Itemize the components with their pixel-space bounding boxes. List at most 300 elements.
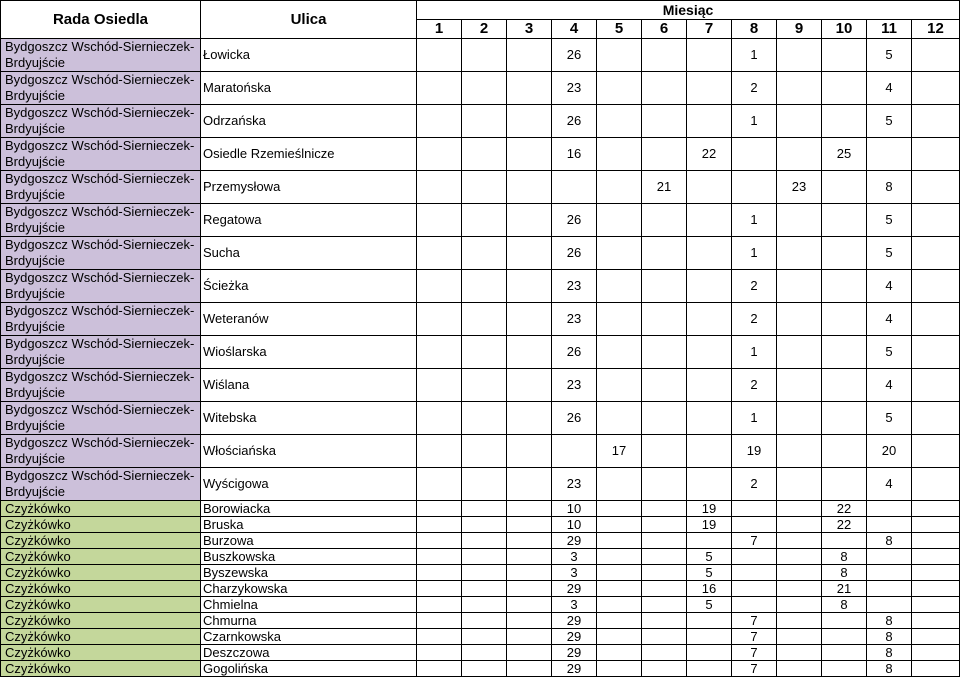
month-cell xyxy=(642,369,687,402)
month-cell: 5 xyxy=(687,549,732,565)
rada-cell: Czyżkówko xyxy=(1,581,201,597)
ulica-cell: Borowiacka xyxy=(201,501,417,517)
month-cell xyxy=(687,533,732,549)
month-cell xyxy=(642,39,687,72)
ulica-cell: Wyścigowa xyxy=(201,468,417,501)
month-header-4: 4 xyxy=(552,20,597,39)
rada-cell: Bydgoszcz Wschód-Siernieczek-Brdyujście xyxy=(1,171,201,204)
month-cell xyxy=(912,369,960,402)
table-row xyxy=(1,105,960,138)
month-cell: 8 xyxy=(867,661,912,677)
month-cell xyxy=(642,138,687,171)
month-cell xyxy=(462,645,507,661)
month-cell xyxy=(777,237,822,270)
month-cell xyxy=(777,39,822,72)
month-cell xyxy=(687,336,732,369)
month-cell xyxy=(552,171,597,204)
month-cell: 26 xyxy=(552,336,597,369)
month-cell xyxy=(912,645,960,661)
month-cell xyxy=(417,645,462,661)
month-cell xyxy=(462,501,507,517)
month-cell: 1 xyxy=(732,105,777,138)
table-row xyxy=(1,565,960,581)
month-cell: 8 xyxy=(822,565,867,581)
month-cell xyxy=(912,72,960,105)
rada-cell: Czyżkówko xyxy=(1,645,201,661)
month-cell xyxy=(822,661,867,677)
month-cell xyxy=(597,237,642,270)
month-cell xyxy=(642,501,687,517)
month-cell xyxy=(912,138,960,171)
rada-cell: Bydgoszcz Wschód-Siernieczek-Brdyujście xyxy=(1,336,201,369)
month-cell: 3 xyxy=(552,597,597,613)
month-cell xyxy=(912,581,960,597)
ulica-cell: Burzowa xyxy=(201,533,417,549)
month-cell xyxy=(642,629,687,645)
month-cell xyxy=(597,501,642,517)
table-row xyxy=(1,645,960,661)
month-cell: 7 xyxy=(732,645,777,661)
month-cell: 26 xyxy=(552,39,597,72)
month-cell xyxy=(597,565,642,581)
rada-cell: Bydgoszcz Wschód-Siernieczek-Brdyujście xyxy=(1,39,201,72)
table-row xyxy=(1,517,960,533)
rada-cell: Czyżkówko xyxy=(1,549,201,565)
table-row xyxy=(1,336,960,369)
month-cell xyxy=(777,661,822,677)
month-cell: 1 xyxy=(732,39,777,72)
month-cell: 21 xyxy=(642,171,687,204)
month-cell xyxy=(777,369,822,402)
ulica-cell: Przemysłowa xyxy=(201,171,417,204)
table-row xyxy=(1,303,960,336)
month-cell xyxy=(687,39,732,72)
month-cell xyxy=(462,661,507,677)
month-cell xyxy=(417,597,462,613)
month-cell xyxy=(687,613,732,629)
month-cell xyxy=(777,613,822,629)
month-cell xyxy=(462,138,507,171)
header-ulica: Ulica xyxy=(201,1,417,39)
month-cell xyxy=(642,661,687,677)
month-cell: 26 xyxy=(552,237,597,270)
ulica-cell: Witebska xyxy=(201,402,417,435)
table-row xyxy=(1,501,960,517)
ulica-cell: Chmielna xyxy=(201,597,417,613)
month-cell xyxy=(867,549,912,565)
month-cell: 26 xyxy=(552,105,597,138)
month-cell xyxy=(462,369,507,402)
month-cell xyxy=(912,303,960,336)
month-cell xyxy=(597,613,642,629)
rada-cell: Czyżkówko xyxy=(1,533,201,549)
month-cell xyxy=(417,549,462,565)
month-cell: 19 xyxy=(687,501,732,517)
ulica-cell: Bruska xyxy=(201,517,417,533)
month-cell xyxy=(912,629,960,645)
month-cell: 23 xyxy=(552,270,597,303)
month-cell xyxy=(507,336,552,369)
month-header-12: 12 xyxy=(912,20,960,39)
month-cell xyxy=(462,204,507,237)
rada-cell: Bydgoszcz Wschód-Siernieczek-Brdyujście xyxy=(1,237,201,270)
month-cell xyxy=(732,549,777,565)
month-cell xyxy=(417,171,462,204)
month-cell xyxy=(822,629,867,645)
month-cell: 10 xyxy=(552,501,597,517)
month-cell: 3 xyxy=(552,549,597,565)
month-cell xyxy=(462,613,507,629)
month-cell xyxy=(912,336,960,369)
table-row xyxy=(1,613,960,629)
month-cell xyxy=(597,402,642,435)
month-cell xyxy=(417,204,462,237)
month-cell xyxy=(777,435,822,468)
month-cell xyxy=(597,270,642,303)
month-cell: 1 xyxy=(732,336,777,369)
month-cell xyxy=(507,237,552,270)
month-cell xyxy=(777,501,822,517)
month-cell xyxy=(507,105,552,138)
month-cell xyxy=(417,270,462,303)
month-cell: 26 xyxy=(552,402,597,435)
ulica-cell: Ścieżka xyxy=(201,270,417,303)
month-cell xyxy=(507,645,552,661)
month-cell: 7 xyxy=(732,613,777,629)
month-cell xyxy=(417,72,462,105)
table-row xyxy=(1,533,960,549)
month-cell xyxy=(687,72,732,105)
month-cell xyxy=(642,336,687,369)
month-cell xyxy=(912,468,960,501)
month-cell xyxy=(912,501,960,517)
month-cell xyxy=(777,549,822,565)
month-cell: 8 xyxy=(867,171,912,204)
month-cell: 23 xyxy=(552,72,597,105)
month-cell: 8 xyxy=(822,597,867,613)
month-cell xyxy=(642,533,687,549)
month-cell xyxy=(912,237,960,270)
rada-cell: Bydgoszcz Wschód-Siernieczek-Brdyujście xyxy=(1,468,201,501)
month-cell: 17 xyxy=(597,435,642,468)
month-cell: 19 xyxy=(687,517,732,533)
month-cell xyxy=(687,105,732,138)
month-cell xyxy=(822,369,867,402)
month-cell: 4 xyxy=(867,72,912,105)
month-cell: 8 xyxy=(822,549,867,565)
month-cell: 7 xyxy=(732,533,777,549)
rada-cell: Bydgoszcz Wschód-Siernieczek-Brdyujście xyxy=(1,138,201,171)
month-cell: 4 xyxy=(867,270,912,303)
month-cell xyxy=(912,661,960,677)
month-cell xyxy=(867,138,912,171)
month-cell xyxy=(822,270,867,303)
table-row xyxy=(1,204,960,237)
rada-cell: Bydgoszcz Wschód-Siernieczek-Brdyujście xyxy=(1,303,201,336)
month-cell xyxy=(732,597,777,613)
rada-cell: Czyżkówko xyxy=(1,597,201,613)
month-cell xyxy=(462,237,507,270)
month-cell xyxy=(777,336,822,369)
month-cell xyxy=(597,39,642,72)
month-cell xyxy=(507,629,552,645)
month-cell xyxy=(777,581,822,597)
rada-cell: Bydgoszcz Wschód-Siernieczek-Brdyujście xyxy=(1,270,201,303)
month-cell xyxy=(687,645,732,661)
month-cell xyxy=(687,435,732,468)
month-cell xyxy=(822,237,867,270)
month-header-11: 11 xyxy=(867,20,912,39)
month-cell xyxy=(822,171,867,204)
month-cell xyxy=(777,204,822,237)
month-cell xyxy=(912,105,960,138)
month-cell xyxy=(462,105,507,138)
month-cell xyxy=(642,270,687,303)
month-cell xyxy=(732,517,777,533)
month-cell xyxy=(597,517,642,533)
month-cell xyxy=(687,237,732,270)
month-cell: 4 xyxy=(867,369,912,402)
month-cell xyxy=(642,581,687,597)
month-cell: 22 xyxy=(687,138,732,171)
month-cell: 5 xyxy=(867,336,912,369)
month-cell xyxy=(687,171,732,204)
rada-cell: Czyżkówko xyxy=(1,661,201,677)
month-cell: 5 xyxy=(867,105,912,138)
month-cell xyxy=(597,72,642,105)
month-cell xyxy=(912,39,960,72)
month-cell: 23 xyxy=(552,369,597,402)
rada-cell: Czyżkówko xyxy=(1,517,201,533)
month-cell: 23 xyxy=(552,303,597,336)
month-cell xyxy=(822,204,867,237)
month-cell xyxy=(777,138,822,171)
month-cell xyxy=(417,533,462,549)
table-row xyxy=(1,237,960,270)
ulica-cell: Łowicka xyxy=(201,39,417,72)
month-cell: 7 xyxy=(732,661,777,677)
table-row xyxy=(1,629,960,645)
month-cell xyxy=(822,435,867,468)
month-cell xyxy=(642,468,687,501)
table-row xyxy=(1,138,960,171)
month-cell xyxy=(642,645,687,661)
month-cell xyxy=(597,581,642,597)
month-cell xyxy=(507,138,552,171)
month-cell xyxy=(507,435,552,468)
month-cell xyxy=(822,645,867,661)
month-cell: 8 xyxy=(867,613,912,629)
month-cell xyxy=(597,138,642,171)
ulica-cell: Gogolińska xyxy=(201,661,417,677)
month-cell xyxy=(417,661,462,677)
rada-cell: Bydgoszcz Wschód-Siernieczek-Brdyujście xyxy=(1,435,201,468)
month-cell xyxy=(867,501,912,517)
month-header-3: 3 xyxy=(507,20,552,39)
month-cell: 22 xyxy=(822,501,867,517)
month-cell: 29 xyxy=(552,661,597,677)
month-cell xyxy=(687,661,732,677)
month-cell: 16 xyxy=(687,581,732,597)
month-cell xyxy=(507,171,552,204)
table-row xyxy=(1,661,960,677)
header-miesiac: Miesiąc xyxy=(417,1,960,20)
month-cell xyxy=(462,533,507,549)
month-cell xyxy=(597,468,642,501)
month-cell: 19 xyxy=(732,435,777,468)
month-cell: 22 xyxy=(822,517,867,533)
month-cell xyxy=(687,270,732,303)
month-cell xyxy=(867,517,912,533)
month-cell xyxy=(642,435,687,468)
ulica-cell: Sucha xyxy=(201,237,417,270)
month-cell: 16 xyxy=(552,138,597,171)
month-cell xyxy=(642,72,687,105)
month-cell xyxy=(642,237,687,270)
month-cell xyxy=(912,171,960,204)
ulica-cell: Regatowa xyxy=(201,204,417,237)
month-cell: 29 xyxy=(552,645,597,661)
table-row xyxy=(1,171,960,204)
month-cell: 29 xyxy=(552,533,597,549)
ulica-cell: Maratońska xyxy=(201,72,417,105)
rada-cell: Czyżkówko xyxy=(1,613,201,629)
month-cell xyxy=(732,581,777,597)
month-cell xyxy=(732,501,777,517)
month-cell xyxy=(642,105,687,138)
month-header-1: 1 xyxy=(417,20,462,39)
month-cell xyxy=(867,581,912,597)
month-cell xyxy=(507,270,552,303)
month-cell xyxy=(642,517,687,533)
month-cell xyxy=(687,303,732,336)
month-cell xyxy=(417,581,462,597)
month-cell xyxy=(912,533,960,549)
month-header-5: 5 xyxy=(597,20,642,39)
table-row xyxy=(1,402,960,435)
month-cell xyxy=(687,468,732,501)
month-cell xyxy=(417,613,462,629)
month-cell xyxy=(597,303,642,336)
month-cell xyxy=(507,565,552,581)
month-cell xyxy=(507,369,552,402)
month-cell: 5 xyxy=(867,237,912,270)
month-cell: 4 xyxy=(867,303,912,336)
month-cell xyxy=(822,303,867,336)
month-cell: 2 xyxy=(732,270,777,303)
month-cell xyxy=(597,661,642,677)
month-cell: 23 xyxy=(777,171,822,204)
month-cell: 26 xyxy=(552,204,597,237)
month-cell: 5 xyxy=(867,39,912,72)
month-cell xyxy=(417,565,462,581)
month-cell xyxy=(642,565,687,581)
month-cell xyxy=(462,549,507,565)
rada-cell: Bydgoszcz Wschód-Siernieczek-Brdyujście xyxy=(1,105,201,138)
month-cell xyxy=(507,303,552,336)
table-row xyxy=(1,369,960,402)
month-cell xyxy=(462,270,507,303)
month-cell: 8 xyxy=(867,645,912,661)
month-cell xyxy=(417,435,462,468)
month-cell xyxy=(687,204,732,237)
month-cell xyxy=(777,645,822,661)
rada-cell: Bydgoszcz Wschód-Siernieczek-Brdyujście xyxy=(1,402,201,435)
month-cell xyxy=(417,369,462,402)
month-cell xyxy=(507,613,552,629)
month-cell xyxy=(417,237,462,270)
ulica-cell: Chmurna xyxy=(201,613,417,629)
month-cell xyxy=(642,597,687,613)
month-cell xyxy=(462,336,507,369)
ulica-cell: Wiślana xyxy=(201,369,417,402)
month-cell xyxy=(462,468,507,501)
month-cell xyxy=(462,72,507,105)
month-header-9: 9 xyxy=(777,20,822,39)
month-cell xyxy=(777,629,822,645)
month-cell xyxy=(687,369,732,402)
month-cell xyxy=(462,402,507,435)
table-row xyxy=(1,597,960,613)
month-cell xyxy=(777,402,822,435)
month-cell xyxy=(462,581,507,597)
month-cell xyxy=(417,105,462,138)
month-cell xyxy=(822,39,867,72)
month-cell xyxy=(507,72,552,105)
month-cell xyxy=(462,629,507,645)
rada-cell: Czyżkówko xyxy=(1,629,201,645)
month-cell xyxy=(732,138,777,171)
month-cell xyxy=(822,533,867,549)
table-row xyxy=(1,468,960,501)
month-cell xyxy=(732,171,777,204)
month-header-2: 2 xyxy=(462,20,507,39)
ulica-cell: Wioślarska xyxy=(201,336,417,369)
ulica-cell: Włościańska xyxy=(201,435,417,468)
ulica-cell: Osiedle Rzemieślnicze xyxy=(201,138,417,171)
month-cell: 8 xyxy=(867,629,912,645)
month-cell xyxy=(822,613,867,629)
month-cell xyxy=(867,565,912,581)
month-cell xyxy=(687,402,732,435)
rada-cell: Bydgoszcz Wschód-Siernieczek-Brdyujście xyxy=(1,369,201,402)
month-cell xyxy=(912,549,960,565)
month-cell xyxy=(507,661,552,677)
month-cell xyxy=(912,613,960,629)
month-cell xyxy=(462,303,507,336)
month-cell xyxy=(507,39,552,72)
month-cell: 25 xyxy=(822,138,867,171)
month-cell xyxy=(597,549,642,565)
month-cell xyxy=(777,517,822,533)
month-cell xyxy=(507,402,552,435)
month-cell xyxy=(777,270,822,303)
table-row xyxy=(1,72,960,105)
month-cell xyxy=(597,171,642,204)
month-cell xyxy=(642,613,687,629)
month-cell xyxy=(462,39,507,72)
month-cell xyxy=(507,581,552,597)
month-cell: 23 xyxy=(552,468,597,501)
month-cell xyxy=(777,468,822,501)
month-cell xyxy=(597,105,642,138)
ulica-cell: Byszewska xyxy=(201,565,417,581)
month-cell xyxy=(417,629,462,645)
month-cell: 1 xyxy=(732,204,777,237)
month-cell xyxy=(462,435,507,468)
month-cell xyxy=(507,501,552,517)
table-row xyxy=(1,581,960,597)
